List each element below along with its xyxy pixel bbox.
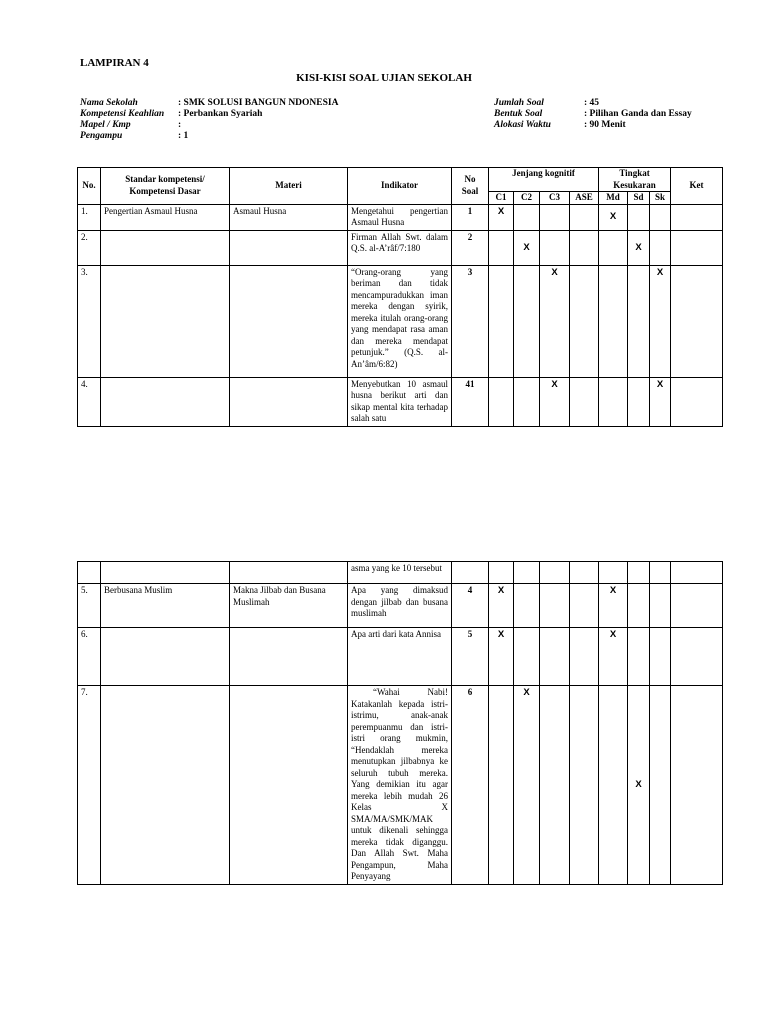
header-standar-line2: Kompetensi Dasar — [129, 185, 201, 196]
cell-c1 — [489, 230, 514, 265]
cell-standar — [101, 686, 230, 885]
cell-no: 5. — [78, 584, 101, 628]
cell-sk — [650, 686, 671, 885]
cell-md — [599, 562, 628, 584]
cell-no: 6. — [78, 628, 101, 686]
cell-indikator: “Orang-orang yang beriman dan tidak mencampuradukkan iman mereka dengan syirik, mereka itulah orang-orang yang mendapat rasa aman dan mereka mendapat petunjuk.” (Q.S. al-An’âm/6:82) — [348, 265, 452, 377]
cell-c3 — [540, 686, 570, 885]
info-label: Kompetensi Keahlian — [80, 109, 165, 119]
cell-no-soal: 1 — [452, 204, 489, 230]
header-sk: Sk — [650, 192, 671, 205]
cell-sd — [628, 204, 650, 230]
table-row — [78, 562, 723, 584]
cell-sd — [628, 584, 650, 628]
cell-standar — [101, 377, 230, 426]
info-value: : SMK SOLUSI BANGUN NDONESIA — [178, 98, 339, 108]
cell-sk — [650, 584, 671, 628]
cell-md: X — [599, 584, 628, 628]
cell-ase — [570, 265, 599, 377]
table-row — [78, 230, 723, 265]
cell-no-soal: 6 — [452, 686, 489, 885]
cell-ase — [570, 628, 599, 686]
info-label: Jumlah Soal — [494, 98, 544, 108]
cell-c3 — [540, 562, 570, 584]
cell-indikator: Menyebutkan 10 asmaul husna berikut arti dan sikap mental kita terhadap salah satu — [348, 377, 452, 426]
cell-standar — [101, 265, 230, 377]
cell-c2 — [514, 377, 540, 426]
cell-c2 — [514, 562, 540, 584]
header-no-soal — [452, 168, 489, 205]
cell-materi — [230, 562, 348, 584]
lampiran-label: LAMPIRAN 4 — [80, 57, 149, 69]
cell-sk: X — [650, 377, 671, 426]
cell-no: 3. — [78, 265, 101, 377]
header-c1: C1 — [489, 192, 514, 205]
cell-indikator: Firman Allah Swt. dalam Q.S. al-A’râf/7:180 — [348, 230, 452, 265]
table-row — [78, 584, 723, 628]
cell-c1 — [489, 377, 514, 426]
cell-md — [599, 265, 628, 377]
info-value: : Perbankan Syariah — [178, 109, 263, 119]
cell-c3: X — [540, 377, 570, 426]
cell-sd: X — [628, 686, 650, 885]
header-indikator: Indikator — [348, 168, 452, 205]
header-sd: Sd — [628, 192, 650, 205]
cell-sk — [650, 628, 671, 686]
cell-ket — [671, 265, 723, 377]
header-materi: Materi — [230, 168, 348, 205]
table-row — [78, 204, 723, 230]
table-row — [78, 686, 723, 885]
header-ket: Ket — [671, 168, 723, 205]
info-right — [494, 98, 692, 131]
header-no-soal-line1: No — [464, 174, 476, 185]
kisi-kisi-table-page1 — [77, 167, 723, 427]
cell-c1 — [489, 265, 514, 377]
cell-no-soal: 3 — [452, 265, 489, 377]
kisi-kisi-table-page2 — [77, 561, 723, 885]
header-md: Md — [599, 192, 628, 205]
cell-materi — [230, 377, 348, 426]
table-row — [78, 265, 723, 377]
cell-materi — [230, 230, 348, 265]
cell-indikator: Apa yang dimaksud dengan jilbab dan busana muslimah — [348, 584, 452, 628]
table-row — [78, 377, 723, 426]
cell-ket — [671, 562, 723, 584]
cell-c1: X — [489, 628, 514, 686]
cell-md: X — [599, 628, 628, 686]
cell-materi: Makna Jilbab dan Busana Muslimah — [230, 584, 348, 628]
header-tingkat-line2: Kesukaran — [613, 179, 656, 190]
cell-c3: X — [540, 265, 570, 377]
header-no: No. — [78, 168, 101, 205]
cell-ket — [671, 377, 723, 426]
cell-c3 — [540, 230, 570, 265]
header-tingkat — [599, 168, 671, 192]
cell-c3 — [540, 584, 570, 628]
page-title: KISI-KISI SOAL UJIAN SEKOLAH — [296, 72, 472, 84]
cell-c3 — [540, 204, 570, 230]
cell-indikator: “Wahai Nabi! Katakanlah kepada istri-istrimu, anak-anak perempuanmu dan istri-istri orang mukmin, “Hendaklah mereka menutupkan jilbabnya ke seluruh tubuh mereka. Yang demikian itu agar mereka lebih mudah 26 Kelas X SMA/MA/SMK/MAK untuk dikenali sehingga mereka tidak diganggu. Dan Allah Swt. Maha Pengampun, Maha Penyayang — [348, 686, 452, 885]
cell-no-soal: 41 — [452, 377, 489, 426]
cell-c1: X — [489, 584, 514, 628]
info-left — [80, 98, 338, 142]
cell-ase — [570, 562, 599, 584]
cell-ket — [671, 204, 723, 230]
cell-sk — [650, 562, 671, 584]
cell-ket — [671, 628, 723, 686]
header-ase: ASE — [570, 192, 599, 205]
cell-ase — [570, 377, 599, 426]
cell-c1 — [489, 686, 514, 885]
cell-sd — [628, 628, 650, 686]
cell-no: 2. — [78, 230, 101, 265]
cell-standar: Berbusana Muslim — [101, 584, 230, 628]
cell-standar — [101, 628, 230, 686]
cell-sd — [628, 265, 650, 377]
header-tingkat-line1: Tingkat — [619, 168, 650, 178]
cell-indikator: Mengetahui pengertian Asmaul Husna — [348, 204, 452, 230]
header-c2: C2 — [514, 192, 540, 205]
cell-ase — [570, 230, 599, 265]
cell-sd — [628, 377, 650, 426]
cell-no: 7. — [78, 686, 101, 885]
cell-no-soal: 5 — [452, 628, 489, 686]
info-value: : 45 — [584, 98, 600, 108]
cell-ket — [671, 230, 723, 265]
cell-no-soal — [452, 562, 489, 584]
info-value: : — [178, 120, 182, 130]
cell-sk — [650, 204, 671, 230]
header-standar-line1: Standar kompetensi/ — [125, 174, 205, 185]
cell-c2: X — [514, 230, 540, 265]
info-value: : 90 Menit — [584, 120, 626, 130]
cell-c3 — [540, 628, 570, 686]
cell-c2 — [514, 204, 540, 230]
header-standar — [101, 168, 230, 205]
cell-ket — [671, 584, 723, 628]
cell-md — [599, 377, 628, 426]
cell-indikator: Apa arti dari kata Annisa — [348, 628, 452, 686]
info-label: Bentuk Soal — [494, 109, 543, 119]
info-label: Alokasi Waktu — [494, 120, 551, 130]
table-row — [78, 628, 723, 686]
cell-c1 — [489, 562, 514, 584]
cell-standar: Pengertian Asmaul Husna — [101, 204, 230, 230]
cell-standar — [101, 562, 230, 584]
cell-materi — [230, 686, 348, 885]
cell-c2 — [514, 628, 540, 686]
info-value: : Pilihan Ganda dan Essay — [584, 109, 692, 119]
cell-no: 1. — [78, 204, 101, 230]
cell-no-soal: 4 — [452, 584, 489, 628]
cell-sd: X — [628, 230, 650, 265]
cell-no — [78, 562, 101, 584]
info-label: Nama Sekolah — [80, 98, 138, 108]
cell-sk: X — [650, 265, 671, 377]
cell-md — [599, 230, 628, 265]
header-jenjang: Jenjang kognitif — [489, 168, 599, 192]
info-label: Mapel / Kmp — [80, 120, 131, 130]
cell-ase — [570, 204, 599, 230]
info-label: Pengampu — [80, 131, 123, 141]
header-no-soal-line2: Soal — [461, 185, 479, 196]
cell-ase — [570, 584, 599, 628]
cell-c1: X — [489, 204, 514, 230]
cell-no: 4. — [78, 377, 101, 426]
cell-c2: X — [514, 686, 540, 885]
cell-standar — [101, 230, 230, 265]
cell-no-soal: 2 — [452, 230, 489, 265]
header-c3: C3 — [540, 192, 570, 205]
cell-md: X — [599, 204, 628, 230]
cell-materi — [230, 628, 348, 686]
cell-materi — [230, 265, 348, 377]
cell-c2 — [514, 584, 540, 628]
info-value: : 1 — [178, 131, 189, 141]
cell-indikator: asma yang ke 10 tersebut — [348, 562, 452, 584]
cell-sk — [650, 230, 671, 265]
cell-materi: Asmaul Husna — [230, 204, 348, 230]
cell-sd — [628, 562, 650, 584]
cell-md — [599, 686, 628, 885]
cell-c2 — [514, 265, 540, 377]
cell-ket — [671, 686, 723, 885]
cell-ase — [570, 686, 599, 885]
